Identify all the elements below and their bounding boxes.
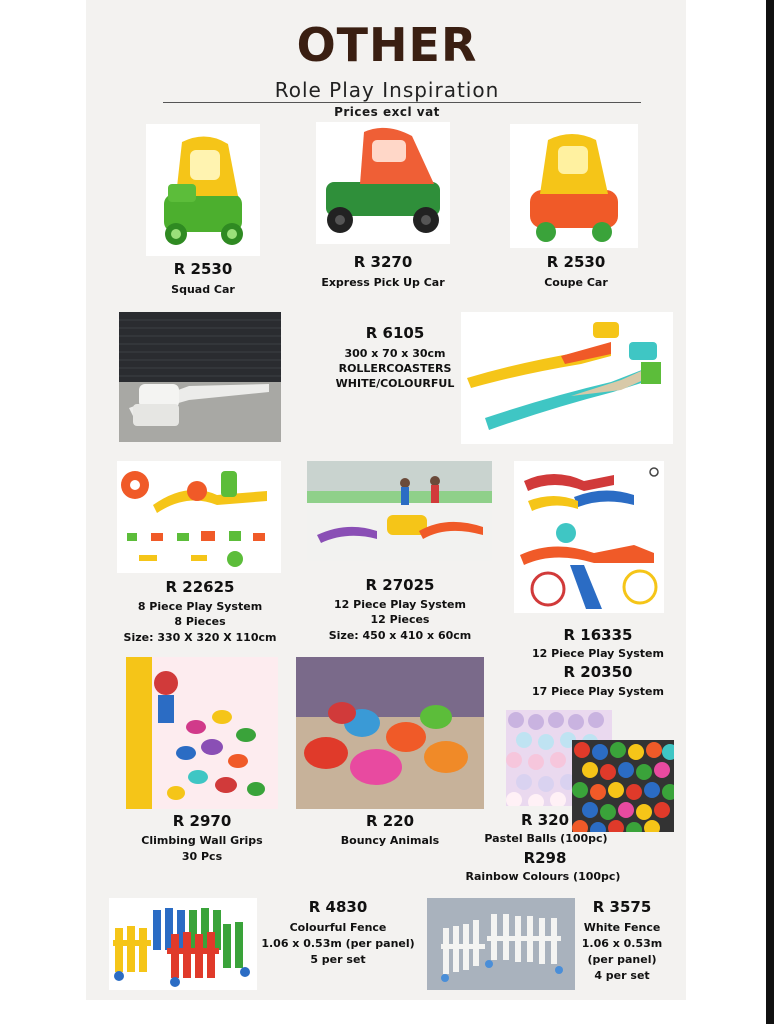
8-piece-play-system-photo <box>117 461 281 573</box>
bouncy-animals-photo <box>296 657 484 809</box>
colourful-fence-price: R 4830 <box>308 898 368 916</box>
colourful-rollercoaster-photo <box>461 312 673 444</box>
white-fence-name: White Fence <box>583 921 661 934</box>
rainbow-balls-price: R298 <box>523 849 567 867</box>
white-fence-photo <box>427 898 575 990</box>
bouncy-animals-price: R 220 <box>365 812 415 830</box>
8-piece-name: 8 Piece Play System <box>137 600 263 613</box>
pastel-balls-name: Pastel Balls (100pc) <box>484 832 608 845</box>
climbing-grips-detail: 30 Pcs <box>181 850 223 863</box>
rollercoaster-size: 300 x 70 x 30cm <box>344 347 446 360</box>
rollercoaster-colours: WHITE/COLOURFUL <box>335 377 455 390</box>
white-fence-size-note: (per panel) <box>587 953 657 966</box>
12-piece-system-price: R 16335 <box>563 626 633 644</box>
white-fence-size: 1.06 x 0.53m <box>581 937 663 950</box>
rollercoaster-price: R 6105 <box>365 324 425 342</box>
12-piece-name: 12 Piece Play System <box>334 598 466 611</box>
17-piece-system-price: R 20350 <box>563 663 633 681</box>
squad-car-toy-icon <box>146 124 260 256</box>
climbing-grips-name: Climbing Wall Grips <box>141 834 263 847</box>
climbing-grips-price: R 2970 <box>172 812 232 830</box>
white-rollercoaster-photo <box>119 312 281 442</box>
white-fence-qty: 4 per set <box>594 969 650 982</box>
page-edge <box>766 0 774 1024</box>
8-piece-size: Size: 330 X 320 X 110cm <box>123 631 277 644</box>
colourful-fence-photo <box>109 898 257 990</box>
colourful-fence-name: Colourful Fence <box>289 921 387 934</box>
colourful-fence-size: 1.06 x 0.53m (per panel) <box>261 937 415 950</box>
pickup-car-price: R 3270 <box>353 253 413 271</box>
12-piece-price: R 27025 <box>365 576 435 594</box>
squad-car-price: R 2530 <box>173 260 233 278</box>
coupe-car-name: Coupe Car <box>544 276 608 289</box>
vat-note: Prices excl vat <box>334 105 440 119</box>
12-piece-size: Size: 450 x 410 x 60cm <box>328 629 472 642</box>
rainbow-balls-name: Rainbow Colours (100pc) <box>465 870 621 883</box>
squad-car-name: Squad Car <box>171 283 235 296</box>
12-piece-system-name: 12 Piece Play System <box>532 647 664 660</box>
colourful-fence-qty: 5 per set <box>310 953 366 966</box>
17-piece-system-name: 17 Piece Play System <box>532 685 664 698</box>
page-title: OTHER <box>296 18 478 72</box>
climbing-wall-grips-photo <box>126 657 278 809</box>
12-piece-play-system-photo <box>307 461 492 561</box>
8-piece-price: R 22625 <box>165 578 235 596</box>
12-piece-detail: 12 Pieces <box>370 613 430 626</box>
rollercoaster-label: ROLLERCOASTERS <box>338 362 452 375</box>
coupe-car-price: R 2530 <box>546 253 606 271</box>
pastel-balls-price: R 320 <box>520 811 570 829</box>
title-divider <box>163 102 641 103</box>
8-piece-detail: 8 Pieces <box>174 615 226 628</box>
white-fence-price: R 3575 <box>592 898 652 916</box>
coupe-car-toy-icon <box>510 124 638 248</box>
bouncy-animals-name: Bouncy Animals <box>340 834 440 847</box>
12-17-piece-play-system-photo <box>514 461 664 613</box>
pickup-car-toy-icon <box>316 122 450 244</box>
pickup-car-name: Express Pick Up Car <box>321 276 445 289</box>
page-subtitle: Role Play Inspiration <box>274 78 500 102</box>
